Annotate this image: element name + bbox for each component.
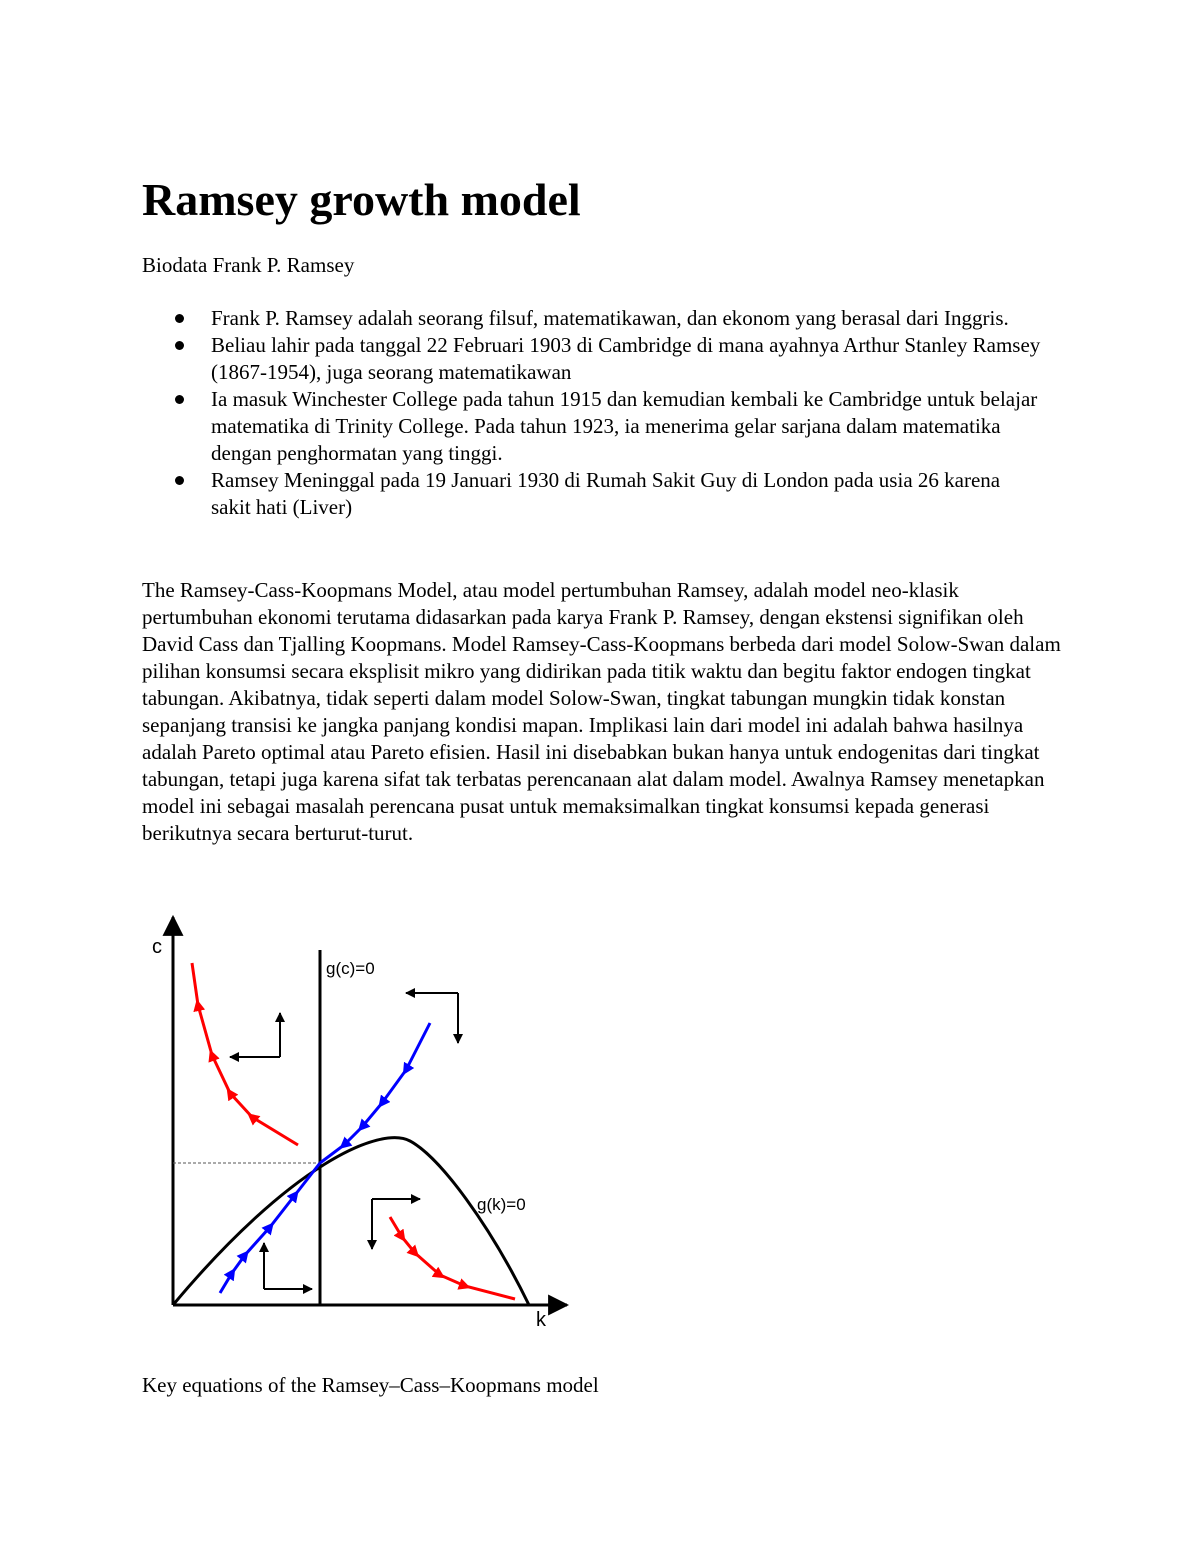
biodata-list: [142, 305, 1042, 521]
list-item: [142, 386, 1042, 467]
list-item: [142, 467, 1042, 521]
body-paragraph: The Ramsey-Cass-Koopmans Model, atau model pertumbuhan Ramsey, adalah model neo-klasik pertumbuhan ekonomi terutama didasarkan pada karya Frank P. Ramsey, dengan ekstensi signifikan oleh David Cass dan Tjalling Koopmans. Model Ramsey-Cass-Koopmans berbeda dari model Solow-Swan dalam pilihan konsumsi secara eksplisit mikro yang didirikan pada titik waktu dan begitu faktor endogen tingkat tabungan. Akibatnya, tidak seperti dalam model Solow-Swan, tingkat tabungan mungkin tidak konstan sepanjang transisi ke jangka panjang kondisi mapan. Implikasi lain dari model ini adalah bahwa hasilnya adalah Pareto optimal atau Pareto efisien. Hasil ini disebabkan bukan hanya untuk endogenitas dari tingkat tabungan, tetapi juga karena sifat tak terbatas perencanaan alat dalam model. Awalnya Ramsey menetapkan model ini sebagai masalah perencana pusat untuk memaksimalkan tingkat konsumsi kepada generasi berikutnya secara berturut-turut.: [142, 578, 1061, 845]
bullet-icon: [175, 314, 184, 323]
bullet-icon: [175, 476, 184, 485]
saddle-path-lower: [220, 1163, 320, 1293]
bullet-icon: [175, 341, 184, 350]
phase-diagram-figure: [140, 905, 590, 1340]
document-title: Ramsey growth model: [142, 174, 581, 225]
phase-diagram: [140, 905, 590, 1335]
divergent-path-upper: [192, 963, 298, 1145]
divergent-path-lower: [390, 1217, 515, 1299]
list-item-text: Ramsey Meninggal pada 19 Januari 1930 di Rumah Sakit Guy di London pada usia 26 karena sakit hati (Liver): [211, 468, 1001, 519]
capital-locus-label: g(k)=0: [477, 1195, 526, 1214]
biodata-heading: Biodata Frank P. Ramsey: [142, 253, 355, 277]
list-item-text: Frank P. Ramsey adalah seorang filsuf, matematikawan, dan ekonom yang berasal dari Inggris.: [211, 306, 1009, 330]
y-axis-label: c: [152, 936, 162, 958]
x-axis-label: k: [536, 1309, 546, 1331]
list-item-text: Ia masuk Winchester College pada tahun 1915 dan kemudian kembali ke Cambridge untuk belajar matematika di Trinity College. Pada tahun 1923, ia menerima gelar sarjana dalam matematika dengan penghormatan yang tinggi.: [211, 387, 1038, 465]
consumption-locus-label: g(c)=0: [326, 959, 375, 978]
list-item: [142, 332, 1042, 386]
bullet-icon: [175, 395, 184, 404]
list-item-text: Beliau lahir pada tanggal 22 Februari 1903 di Cambridge di mana ayahnya Arthur Stanley Ramsey (1867-1954), juga seorang matematikawan: [211, 333, 1041, 384]
list-item: [142, 305, 1042, 332]
figure-caption: Key equations of the Ramsey–Cass–Koopmans model: [142, 1373, 599, 1397]
